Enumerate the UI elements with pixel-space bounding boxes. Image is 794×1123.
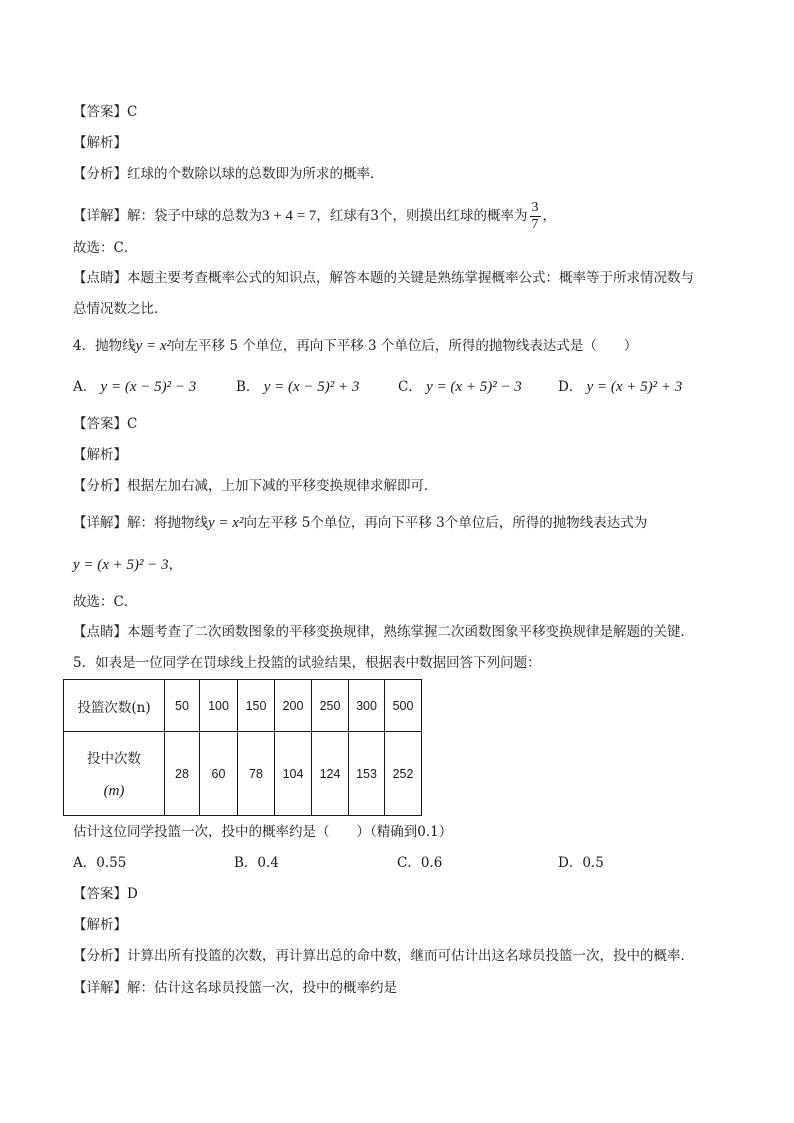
q5-fenxi: 【分析】计算出所有投篮的次数，再计算出总的命中数，继而可估计出这名球员投篮一次，投中的概率． [73,948,694,964]
q5-option-b: B．0.4 [234,855,279,871]
q3-xiangjie [73,200,556,233]
q4-stem-pre: 4．抛物线 [73,338,136,354]
q4-xiangjie-pre: 【详解】解：将抛物线 [73,515,208,531]
table-cell: 78 [238,732,275,816]
table-row-attempts [64,680,422,732]
q3-analysis-head: 【解析】 [73,135,127,151]
table-head-hits-var: (m) [103,783,125,799]
q4-option-b [236,377,359,397]
option-label: A． [73,379,97,395]
q3-dianjing-2: 总情况数之比． [73,301,168,317]
q4-analysis-head: 【解析】 [73,447,127,463]
option-label: D． [558,379,583,395]
table-head-hits [64,732,165,816]
table-cell: 250 [312,680,349,732]
option-formula: y = (x − 5)² + 3 [263,379,360,395]
q4-guxuan: 故选：C． [73,594,138,610]
table-cell: 100 [200,680,238,732]
q4-option-c [398,377,522,397]
q3-guxuan: 故选：C． [73,240,138,256]
q3-xiangjie-mid: ，红球有3个，则摸出红球的概率为 [316,208,528,224]
q3-xiangjie-post: ， [542,208,557,224]
q3-sum-math: 3 + 4 = 7 [262,208,317,224]
shooting-results-table [63,679,422,816]
option-label: B． [236,379,260,395]
q3-xiangjie-pre: 【详解】解：袋子中球的总数为 [73,208,262,224]
q4-dianjing: 【点睛】本题考查了二次函数图象的平移变换规律，熟练掌握二次函数图象平移变换规律是解题的关键． [73,624,694,640]
q4-result-tail: ， [168,557,183,573]
q4-answer: 【答案】C [73,416,138,432]
table-head-attempts: 投篮次数(n) [64,680,165,732]
table-cell: 153 [349,732,385,816]
table-cell: 104 [275,732,312,816]
q4-stem-math: y = x² [135,338,172,354]
fraction-denominator: 7 [531,217,539,232]
option-label: C． [398,379,422,395]
option-formula: y = (x − 5)² − 3 [100,379,197,395]
q5-stem: 5．如表是一位同学在罚球线上投篮的试验结果，根据表中数据回答下列问题： [73,655,541,671]
table-cell: 28 [165,732,200,816]
q4-option-d [558,377,682,397]
table-cell: 50 [165,680,200,732]
q4-result [73,555,182,575]
q4-fenxi: 【分析】根据左加右减，上加下减的平移变换规律求解即可． [73,478,438,494]
table-cell: 60 [200,732,238,816]
q5-option-c: C．0.6 [397,855,443,871]
table-row-hits [64,732,422,816]
table-cell: 124 [312,732,349,816]
q4-xiangjie-math: y = x² [208,515,244,531]
q4-stem-post: 向左平移 5 个单位，再向下平移 3 个单位后，所得的抛物线表达式是（ ） [171,338,638,354]
q5-analysis-head: 【解析】 [73,917,127,933]
option-formula: y = (x + 5)² + 3 [586,379,683,395]
q4-xiangjie [73,513,647,533]
table-head-hits-label: 投中次数 [87,751,141,767]
q5-option-d: D．0.5 [558,855,604,871]
option-formula: y = (x + 5)² − 3 [426,379,522,395]
probability-fraction [530,200,541,233]
table-cell: 200 [275,680,312,732]
q4-xiangjie-post: 向左平移 5个单位，再向下平移 3个单位后，所得的抛物线表达式为 [243,515,648,531]
q4-result-formula: y = (x + 5)² − 3 [73,557,169,573]
table-cell: 150 [238,680,275,732]
q4-stem [73,336,637,356]
q3-dianjing-1: 【点睛】本题主要考查概率公式的知识点，解答本题的关键是熟练掌握概率公式：概率等于所求情况数与 [73,270,694,286]
q5-option-a: A．0.55 [73,855,127,871]
q3-fenxi: 【分析】红球的个数除以球的总数即为所求的概率． [73,166,384,182]
fraction-numerator: 3 [531,200,539,215]
q5-xiangjie: 【详解】解：估计这名球员投篮一次，投中的概率约是 [73,980,397,996]
table-cell: 252 [385,732,422,816]
table-cell: 300 [349,680,385,732]
table-cell: 500 [385,680,422,732]
q5-question: 估计这位同学投篮一次，投中的概率约是（ ）（精确到0.1） [73,824,453,840]
q3-answer: 【答案】C [73,104,138,120]
q4-option-a [73,377,196,397]
q5-answer: 【答案】D [73,886,138,902]
